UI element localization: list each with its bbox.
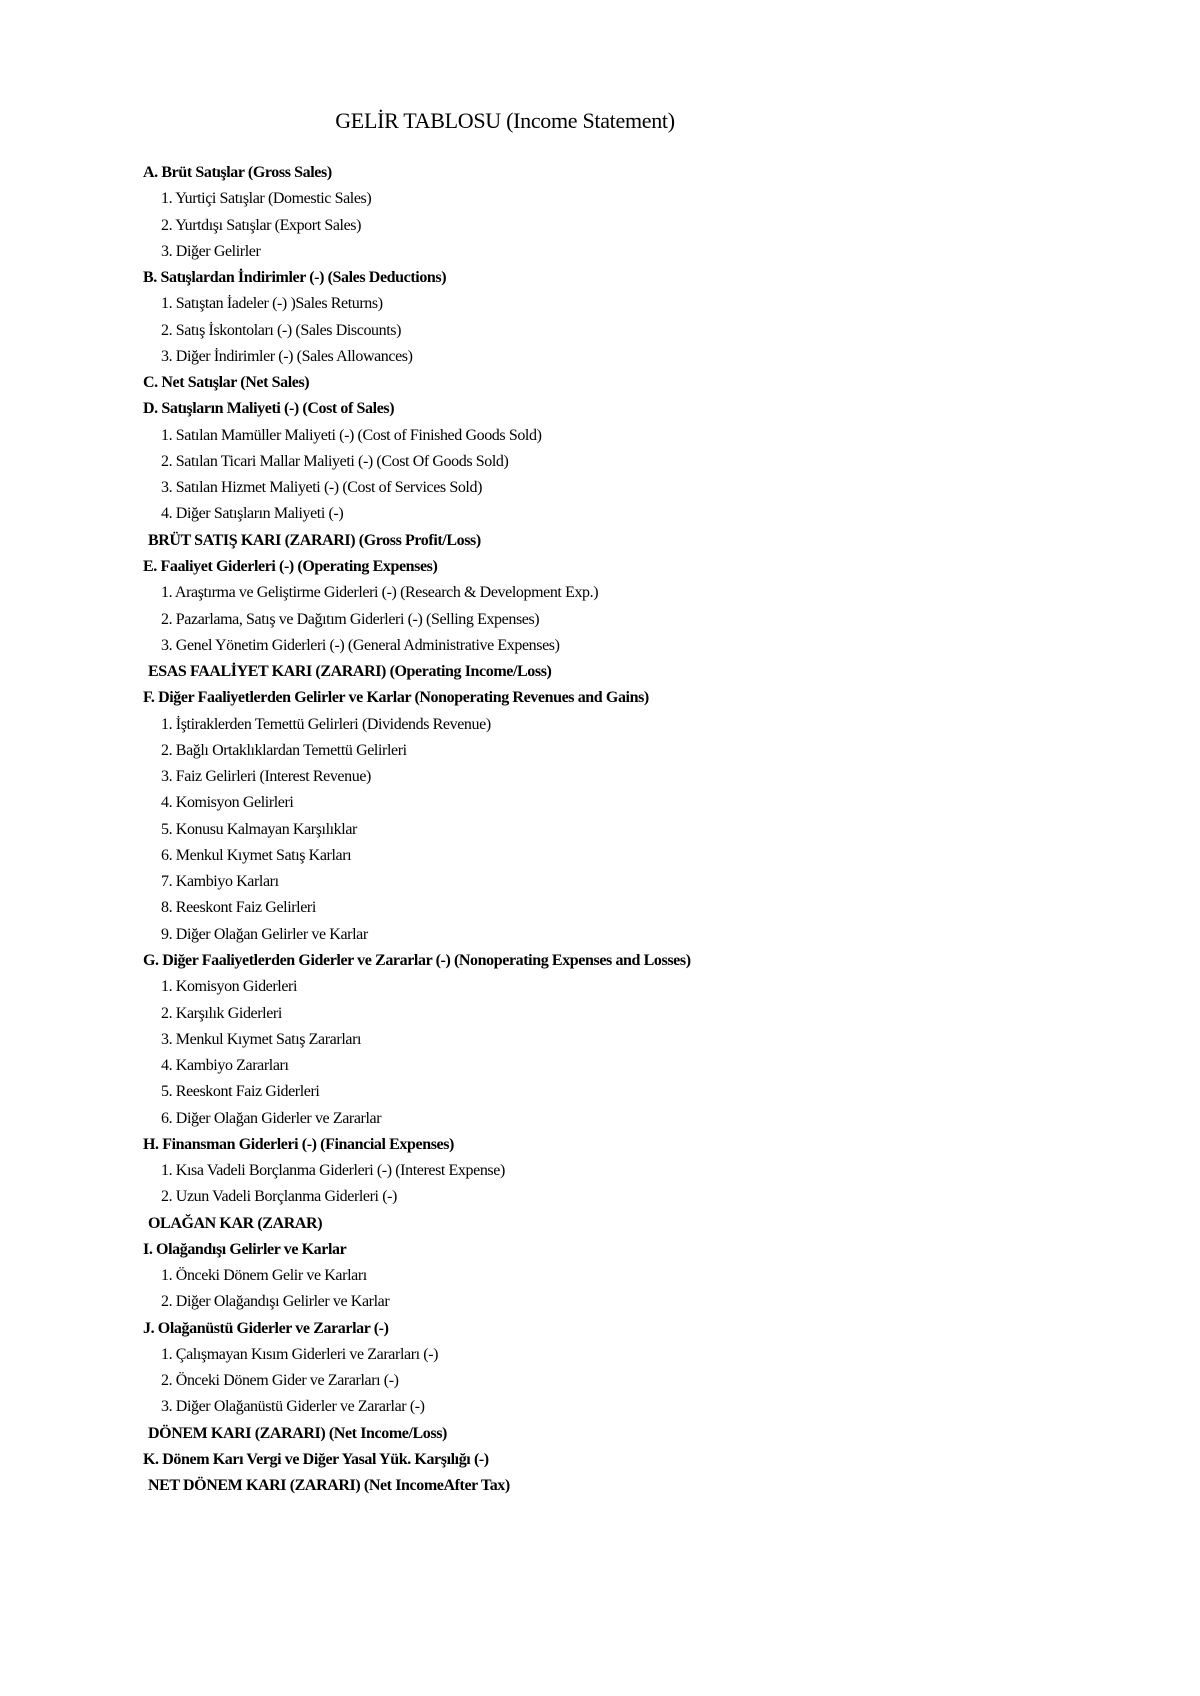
subtotal-line: BRÜT SATIŞ KARI (ZARARI) (Gross Profit/Loss) (148, 531, 481, 549)
page-title: GELİR TABLOSU (Income Statement) (335, 108, 675, 133)
line-item: 3. Faiz Gelirleri (Interest Revenue) (161, 768, 371, 786)
line-item: 6. Diğer Olağan Giderler ve Zararlar (161, 1109, 382, 1127)
section-heading: F. Diğer Faaliyetlerden Gelirler ve Karlar (Nonoperating Revenues and Gains) (143, 689, 649, 707)
income-statement-list (143, 160, 1143, 1500)
line-item: 1. Satıştan İadeler (-) )Sales Returns) (161, 295, 383, 313)
line-item: 9. Diğer Olağan Gelirler ve Karlar (161, 925, 368, 943)
line-item: 1. Araştırma ve Geliştirme Giderleri (-) (Research & Development Exp.) (161, 584, 599, 602)
line-item: 3. Genel Yönetim Giderleri (-) (General Administrative Expenses) (161, 636, 560, 654)
line-item: 6. Menkul Kıymet Satış Karları (161, 846, 352, 864)
line-item: 5. Reeskont Faiz Giderleri (161, 1083, 320, 1101)
section-heading: I. Olağandışı Gelirler ve Karlar (143, 1240, 347, 1258)
line-item: 4. Komisyon Gelirleri (161, 794, 294, 812)
subtotal-line: OLAĞAN KAR (ZARAR) (148, 1214, 323, 1232)
line-item: 1. Satılan Mamüller Maliyeti (-) (Cost of Finished Goods Sold) (161, 426, 542, 444)
line-item: 1. Kısa Vadeli Borçlanma Giderleri (-) (Interest Expense) (161, 1162, 505, 1180)
line-item: 3. Satılan Hizmet Maliyeti (-) (Cost of Services Sold) (161, 479, 483, 497)
line-item: 3. Diğer Gelirler (161, 242, 261, 260)
section-heading: B. Satışlardan İndirimler (-) (Sales Deductions) (143, 269, 447, 287)
line-item: 4. Kambiyo Zararları (161, 1057, 289, 1075)
line-item: 7. Kambiyo Karları (161, 873, 279, 891)
line-item: 2. Bağlı Ortaklıklardan Temettü Gelirleri (161, 741, 407, 759)
line-item: 1. İştiraklerden Temettü Gelirleri (Dividends Revenue) (161, 715, 491, 733)
section-heading: D. Satışların Maliyeti (-) (Cost of Sales) (143, 400, 395, 418)
line-item: 2. Önceki Dönem Gider ve Zararları (-) (161, 1372, 399, 1390)
section-heading: E. Faaliyet Giderleri (-) (Operating Expenses) (143, 557, 438, 575)
line-item: 2. Yurtdışı Satışlar (Export Sales) (161, 216, 362, 234)
section-heading: H. Finansman Giderleri (-) (Financial Expenses) (143, 1135, 454, 1153)
section-heading: C. Net Satışlar (Net Sales) (143, 374, 310, 392)
section-heading: K. Dönem Karı Vergi ve Diğer Yasal Yük. Karşılığı (-) (143, 1451, 489, 1469)
line-item: 1. Önceki Dönem Gelir ve Karları (161, 1267, 367, 1285)
line-item: 2. Uzun Vadeli Borçlanma Giderleri (-) (161, 1188, 397, 1206)
line-item: 2. Satış İskontoları (-) (Sales Discounts) (161, 321, 402, 339)
section-heading: G. Diğer Faaliyetlerden Giderler ve Zararlar (-) (Nonoperating Expenses and Losses) (143, 951, 691, 969)
line-item: 1. Komisyon Giderleri (161, 978, 298, 996)
line-item: 8. Reeskont Faiz Gelirleri (161, 899, 316, 917)
line-item: 2. Satılan Ticari Mallar Maliyeti (-) (Cost Of Goods Sold) (161, 452, 509, 470)
line-item: 4. Diğer Satışların Maliyeti (-) (161, 505, 344, 523)
line-item: 1. Çalışmayan Kısım Giderleri ve Zararları (-) (161, 1345, 439, 1363)
section-heading: J. Olağanüstü Giderler ve Zararlar (-) (143, 1319, 389, 1337)
subtotal-line: DÖNEM KARI (ZARARI) (Net Income/Loss) (148, 1424, 447, 1442)
line-item: 1. Yurtiçi Satışlar (Domestic Sales) (161, 190, 372, 208)
line-item: 3. Diğer İndirimler (-) (Sales Allowances) (161, 347, 413, 365)
line-item: 5. Konusu Kalmayan Karşılıklar (161, 820, 357, 838)
line-item: 2. Karşılık Giderleri (161, 1004, 282, 1022)
line-item: 2. Diğer Olağandışı Gelirler ve Karlar (161, 1293, 390, 1311)
subtotal-line: ESAS FAALİYET KARI (ZARARI) (Operating Income/Loss) (148, 663, 552, 681)
line-item: 2. Pazarlama, Satış ve Dağıtım Giderleri (-) (Selling Expenses) (161, 610, 540, 628)
line-item: 3. Diğer Olağanüstü Giderler ve Zararlar (-) (161, 1398, 425, 1416)
section-heading: A. Brüt Satışlar (Gross Sales) (143, 164, 332, 181)
subtotal-line: NET DÖNEM KARI (ZARARI) (Net IncomeAfter Tax) (148, 1477, 510, 1495)
line-item: 3. Menkul Kıymet Satış Zararları (161, 1030, 362, 1048)
